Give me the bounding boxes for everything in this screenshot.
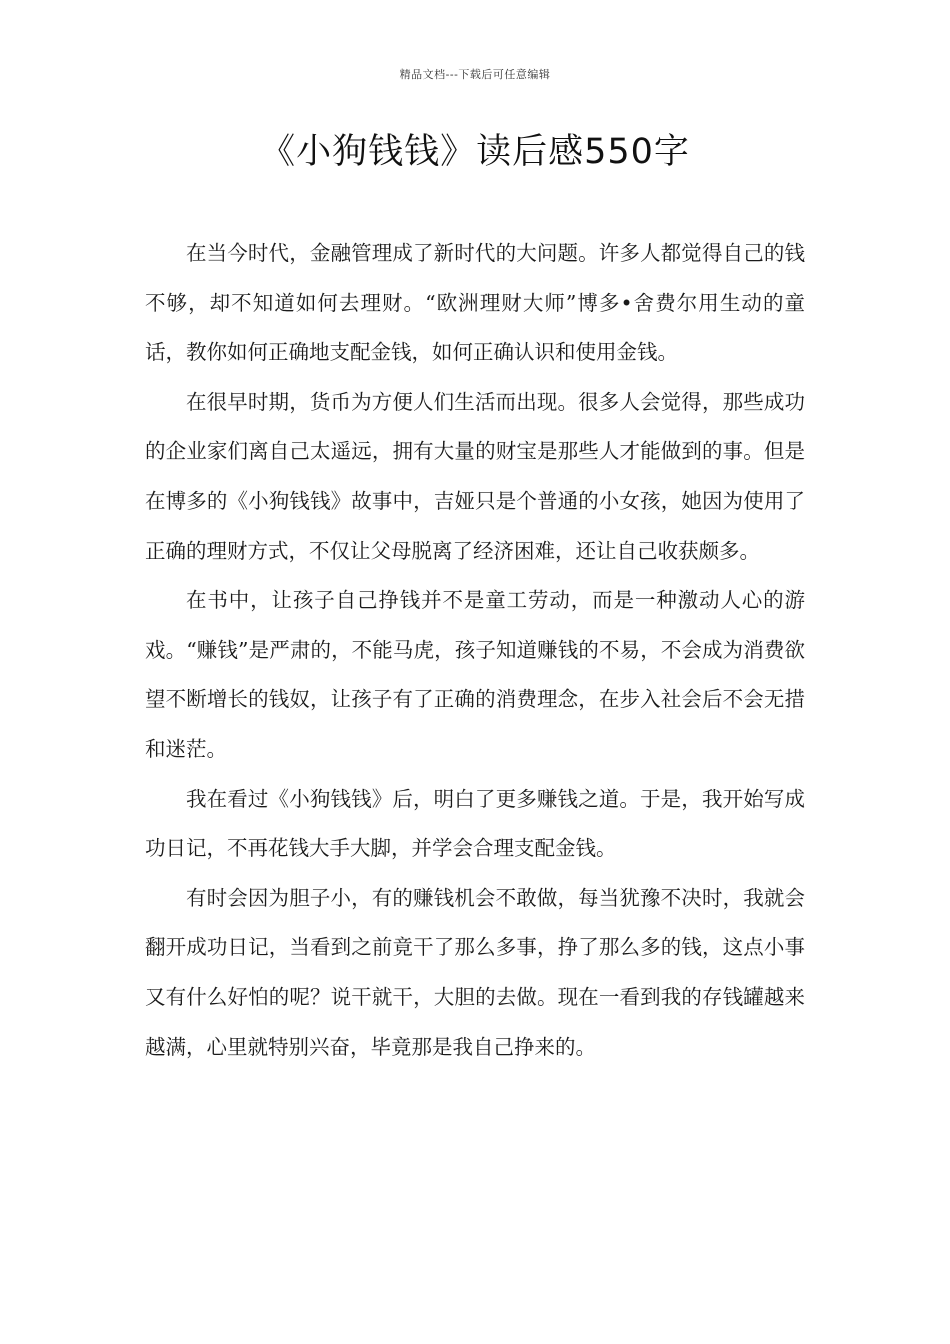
paragraph: 在书中，让孩子自己挣钱并不是童工劳动，而是一种激动人心的游戏。“赚钱”是严肃的，不能马虎，孩子知道赚钱的不易，不会成为消费欲望不断增长的钱奴，让孩子有了正确的消费理念，在步入社会后不会无措和迷茫。 — [145, 588, 805, 761]
document-body — [145, 229, 805, 1072]
paragraph: 我在看过《小狗钱钱》后，明白了更多赚钱之道。于是，我开始写成功日记，不再花钱大手大脚，并学会合理支配金钱。 — [145, 786, 805, 861]
document-title: 《小狗钱钱》读后感550字 — [260, 132, 690, 172]
header-note: 精品文档---下载后可任意编辑 — [399, 68, 551, 81]
paragraph: 在当今时代，金融管理成了新时代的大问题。许多人都觉得自己的钱不够，却不知道如何去理财。“欧洲理财大师”博多•舍费尔用生动的童话，教你如何正确地支配金钱，如何正确认识和使用金钱。 — [145, 241, 805, 365]
paragraph: 有时会因为胆子小，有的赚钱机会不敢做，每当犹豫不决时，我就会翻开成功日记，当看到之前竟干了那么多事，挣了那么多的钱，这点小事又有什么好怕的呢？说干就干，大胆的去做。现在一看到我的存钱罐越来越满，心里就特别兴奋，毕竟那是我自己挣来的。 — [145, 885, 805, 1059]
paragraph: 在很早时期，货币为方便人们生活而出现。很多人会觉得，那些成功的企业家们离自己太遥远，拥有大量的财宝是那些人才能做到的事。但是在博多的《小狗钱钱》故事中，吉娅只是个普通的小女孩，她因为使用了正确的理财方式，不仅让父母脱离了经济困难，还让自己收获颇多。 — [145, 389, 805, 563]
